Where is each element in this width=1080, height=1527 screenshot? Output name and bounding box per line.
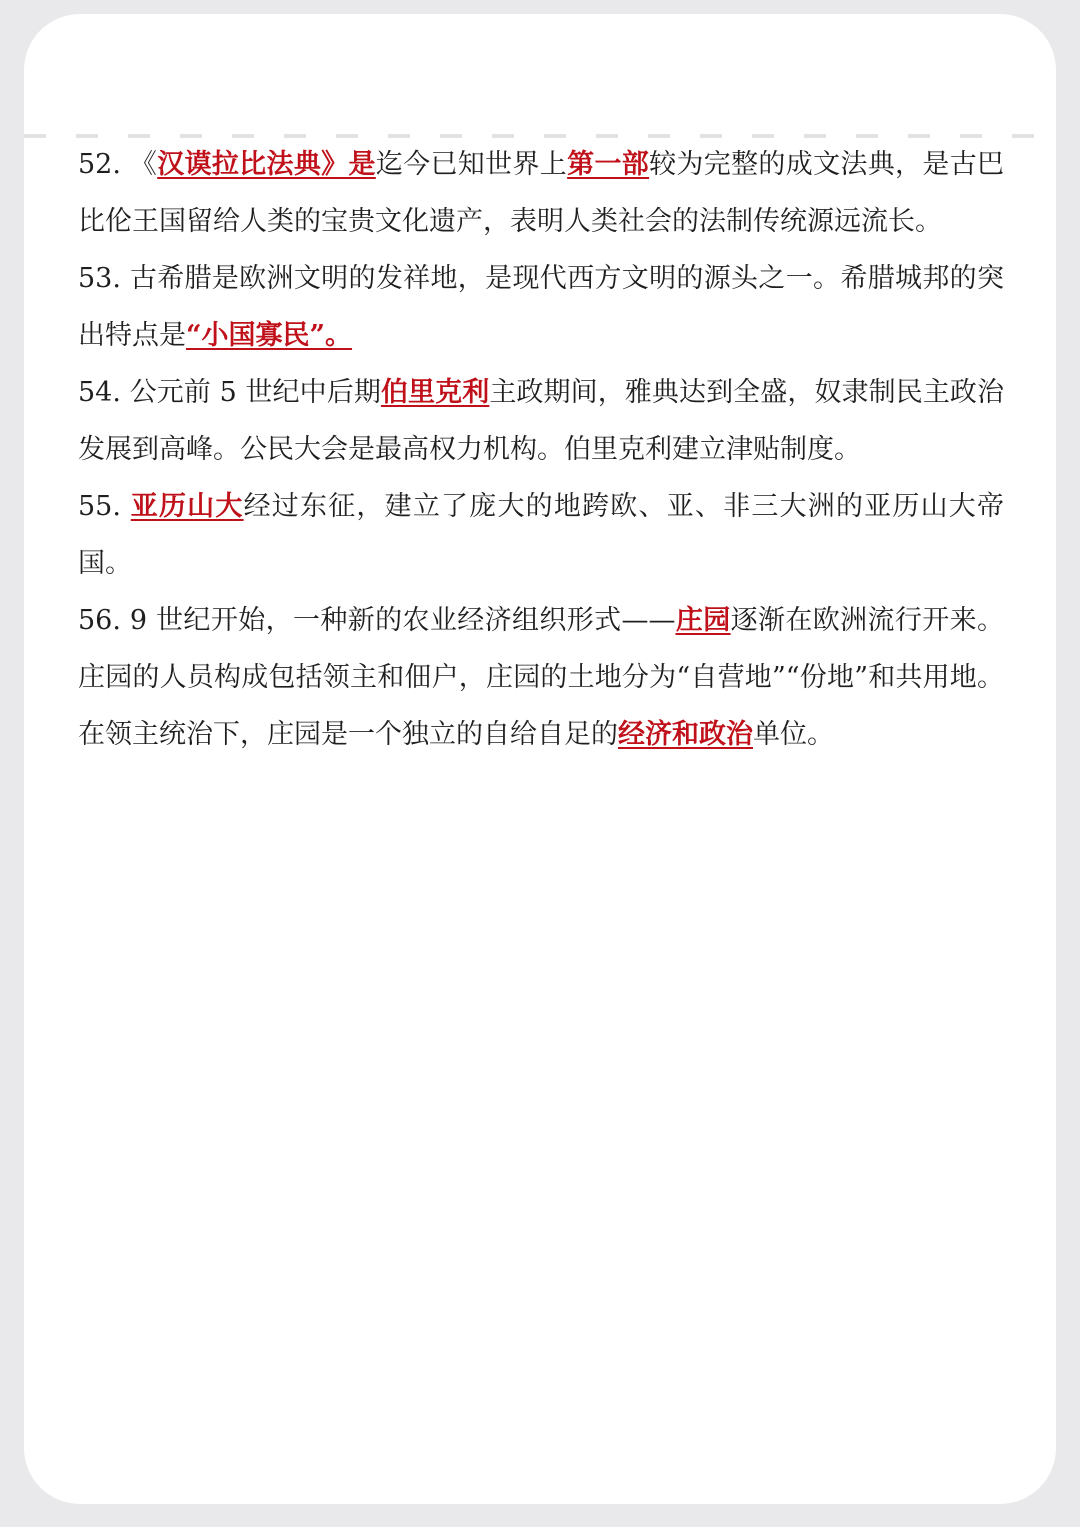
text-run: 公元前 5 世纪中后期	[129, 377, 381, 408]
item-55	[78, 478, 1004, 592]
text-run: 单位。	[753, 719, 834, 750]
text-run: 主政期间，雅典达到全盛，奴隶制民主政治发展到高峰。公民大会是最高权力机构。伯里克利建立津贴制度。	[78, 377, 1005, 465]
item-56	[78, 592, 1004, 763]
item-number: 53.	[78, 263, 121, 294]
content-area	[78, 136, 1004, 763]
item-54	[78, 364, 1004, 478]
highlighted-term: 经济和政治	[618, 719, 753, 750]
highlighted-term: “小国寡民”。	[186, 320, 353, 351]
highlighted-term: 伯里克利	[380, 377, 490, 408]
item-52	[78, 136, 1004, 250]
item-number: 52.	[78, 149, 121, 180]
text-run: 较为完整的成文法典，是古巴比伦王国留给人类的宝贵文化遗产，表明人类社会的法制传统源远流长。	[78, 149, 1005, 237]
highlighted-term: 汉谟拉比法典》是	[157, 149, 376, 180]
highlighted-term: 第一部	[567, 149, 650, 180]
text-run: 古希腊是欧洲文明的发祥地，是现代西方文明的源头之一。希腊城邦的突出特点是	[78, 263, 1004, 351]
item-number: 56.	[78, 605, 121, 636]
item-53	[78, 250, 1004, 364]
text-run: 9 世纪开始，一种新的农业经济组织形式——	[129, 605, 676, 636]
highlighted-term: 亚历山大	[130, 491, 244, 522]
text-run: 逐渐在欧洲流行开来。庄园的人员构成包括领主和佃户，庄园的土地分为“自营地”“份地”和共用地。在领主统治下，庄园是一个独立的自给自足的	[78, 605, 1005, 750]
highlighted-term: 庄园	[675, 605, 731, 636]
page-card	[24, 14, 1056, 1504]
text-run: 《	[129, 149, 158, 180]
text-run: 迄今已知世界上	[375, 149, 568, 180]
item-number: 55.	[78, 491, 121, 522]
text-run: 经过东征，建立了庞大的地跨欧、亚、非三大洲的亚历山大帝国。	[78, 491, 1005, 579]
item-number: 54.	[78, 377, 121, 408]
